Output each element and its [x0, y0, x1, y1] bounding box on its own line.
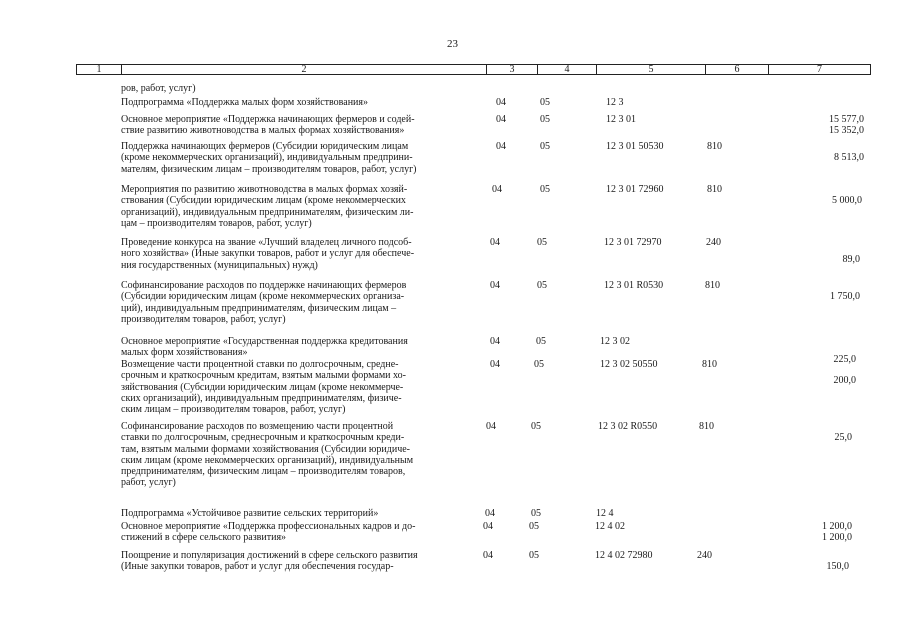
target-article-code: 12 3 02 [600, 336, 630, 347]
row-name-line: срочным и краткосрочным кредитам, взятым малыми формами хо- [121, 370, 406, 382]
row-name-line: Основное мероприятие «Поддержка начинающих фермеров и содей- [121, 114, 415, 125]
amount-line: 89,0 [842, 254, 860, 266]
section-code: 04 [490, 280, 500, 291]
row-name [121, 359, 486, 415]
row-name [121, 97, 486, 108]
subsection-code: 05 [537, 237, 547, 248]
subsection-code: 05 [540, 114, 550, 125]
amount-line: 25,0 [834, 432, 852, 444]
section-code: 04 [496, 114, 506, 125]
amount-line: 1 200,0 [822, 532, 852, 544]
expense-type-code: 810 [707, 141, 722, 152]
row-name-line: ским лицам – производителям товаров, работ, услуг) [121, 404, 346, 416]
row-name-line: там, взятым малыми формами хозяйствования (Субсидии юридиче- [121, 443, 410, 455]
expense-type-code: 240 [697, 550, 712, 561]
section-code: 04 [490, 336, 500, 347]
amount-line: 15 352,0 [829, 125, 864, 137]
expense-type-code: 810 [702, 359, 717, 370]
amount-line: 15 577,0 [829, 114, 864, 125]
subsection-code: 05 [529, 521, 539, 532]
row-name [121, 508, 486, 519]
row-name-line: цам – производителям товаров, работ, услуг) [121, 217, 312, 229]
header-col-7: 7 [768, 64, 871, 75]
section-code: 04 [485, 508, 495, 519]
page-number: 23 [447, 38, 458, 50]
section-code: 04 [492, 184, 502, 195]
row-name-line: организаций), индивидуальным предпринимателям, физическим ли- [121, 206, 414, 218]
row-name [121, 237, 486, 271]
subsection-code: 05 [531, 508, 541, 519]
row-name-line: Софинансирование расходов по поддержке начинающих фермеров [121, 280, 407, 291]
row-name-line: Основное мероприятие «Поддержка профессиональных кадров и до- [121, 521, 416, 532]
amount-line [843, 243, 861, 254]
subsection-code: 05 [529, 550, 539, 561]
subsection-code: 05 [540, 97, 550, 108]
row-name-line: (Иные закупки товаров, работ и услуг для обеспечения государ- [121, 561, 394, 573]
expense-type-code: 810 [699, 421, 714, 432]
row-name [121, 521, 486, 544]
target-article-code: 12 3 01 [606, 114, 636, 125]
row-name-line: зяйствования (Субсидии юридическим лицам (кроме некоммерче- [121, 381, 404, 393]
target-article-code: 12 3 01 72970 [604, 237, 662, 248]
row-name [121, 83, 486, 94]
header-col-6: 6 [705, 64, 769, 75]
target-article-code: 12 3 02 R0550 [598, 421, 658, 432]
section-code: 04 [483, 521, 493, 532]
target-article-code: 12 4 02 [595, 521, 625, 532]
amount-line: 1 750,0 [830, 291, 860, 303]
amount [829, 114, 864, 137]
target-article-code: 12 3 01 R0530 [604, 280, 664, 291]
amount-line: 200,0 [833, 375, 856, 387]
row-name-line: (кроме некоммерческих организаций), индивидуальным предприни- [121, 152, 413, 164]
row-name-line: ров, работ, услуг) [121, 83, 196, 94]
section-code: 04 [496, 97, 506, 108]
subsection-code: 05 [531, 421, 541, 432]
row-name-line: Подпрограмма «Поддержка малых форм хозяйствования» [121, 97, 369, 108]
amount [834, 343, 857, 366]
row-name-line: Софинансирование расходов по возмещению части процентной [121, 421, 394, 432]
target-article-code: 12 3 01 72960 [606, 184, 664, 195]
row-name [121, 336, 486, 359]
subsection-code: 05 [540, 184, 550, 195]
row-name-line: Поощрение и популяризация достижений в сфере сельского развития [121, 550, 418, 561]
amount-line: 225,0 [833, 354, 856, 366]
amount-line: 150,0 [826, 561, 849, 573]
amount-line: 8 513,0 [834, 152, 864, 164]
row-name-line: Поддержка начинающих фермеров (Субсидии юридическим лицам [121, 141, 409, 152]
amount-line [827, 550, 850, 561]
section-code: 04 [496, 141, 506, 152]
row-name [121, 280, 486, 325]
row-name [121, 141, 486, 175]
target-article-code: 12 4 02 72980 [595, 550, 653, 561]
target-article-code: 12 4 [596, 508, 614, 519]
target-article-code: 12 3 01 50530 [606, 141, 664, 152]
expense-type-code: 240 [706, 237, 721, 248]
amount-line [835, 421, 853, 432]
row-name-line: ставки по долгосрочным, среднесрочным и краткосрочным креди- [121, 432, 405, 444]
amount-line: 5 000,0 [832, 195, 862, 207]
section-code: 04 [490, 359, 500, 370]
row-name-line: Мероприятия по развитию животноводства в малых формах хозяй- [121, 184, 408, 195]
header-col-4: 4 [537, 64, 597, 75]
row-name-line: мателям, физическим лицам – производителям товаров, работ, услуг) [121, 163, 417, 175]
section-code: 04 [486, 421, 496, 432]
amount-line: 1 200,0 [822, 521, 852, 532]
subsection-code: 05 [540, 141, 550, 152]
amount [835, 421, 853, 444]
row-name-line: Проведение конкурса на звание «Лучший владелец личного подсоб- [121, 237, 412, 248]
row-name-line: малых форм хозяйствования» [121, 347, 248, 359]
section-code: 04 [483, 550, 493, 561]
subsection-code: 05 [536, 336, 546, 347]
amount [832, 184, 862, 207]
header-col-3: 3 [486, 64, 538, 75]
row-name-line: ствования (Субсидии юридическим лицам (кроме некоммерческих [121, 195, 406, 207]
amount-line [832, 184, 862, 195]
target-article-code: 12 3 [606, 97, 624, 108]
amount-line [834, 364, 857, 375]
header-col-2: 2 [121, 64, 487, 75]
row-name-line: ских организаций), индивидуальным предпринимателям, физиче- [121, 392, 402, 404]
row-name-line: работ, услуг) [121, 477, 176, 489]
amount [822, 521, 852, 544]
amount [834, 364, 857, 387]
header-col-5: 5 [596, 64, 706, 75]
row-name-line: стижений в сфере сельского развития» [121, 532, 287, 544]
row-name-line: предпринимателям, физическим лицам – производителям товаров, [121, 466, 406, 478]
row-name [121, 114, 486, 137]
target-article-code: 12 3 02 50550 [600, 359, 658, 370]
row-name-line: ния государственных (муниципальных) нужд) [121, 259, 318, 271]
row-name-line: ским лицам (кроме некоммерческих организаций), индивидуальным [121, 454, 414, 466]
row-name [121, 550, 486, 573]
header-col-1: 1 [76, 64, 122, 75]
row-name-line: Возмещение части процентной ставки по долгосрочным, средне- [121, 359, 399, 370]
row-name [121, 184, 486, 229]
row-name-line: ного хозяйства» (Иные закупки товаров, работ и услуг для обеспече- [121, 248, 415, 260]
row-name-line: Основное мероприятие «Государственная поддержка кредитования [121, 336, 408, 347]
amount [834, 141, 864, 164]
row-name-line: производителям товаров, работ, услуг) [121, 313, 286, 325]
amount-line [830, 280, 860, 291]
section-code: 04 [490, 237, 500, 248]
expense-type-code: 810 [707, 184, 722, 195]
amount [830, 280, 860, 303]
amount [843, 243, 861, 266]
row-name-line: ствие развитию животноводства в малых формах хозяйствования» [121, 125, 405, 137]
amount [827, 550, 850, 573]
subsection-code: 05 [537, 280, 547, 291]
row-name-line: ций), индивидуальным предпринимателям, физическим лицам – [121, 302, 397, 314]
row-name [121, 421, 486, 489]
expense-type-code: 810 [705, 280, 720, 291]
amount-line [834, 343, 857, 354]
amount-line [834, 141, 864, 152]
row-name-line: Подпрограмма «Устойчивое развитие сельских территорий» [121, 508, 379, 519]
subsection-code: 05 [534, 359, 544, 370]
row-name-line: (Субсидии юридическим лицам (кроме некоммерческих организа- [121, 291, 405, 303]
